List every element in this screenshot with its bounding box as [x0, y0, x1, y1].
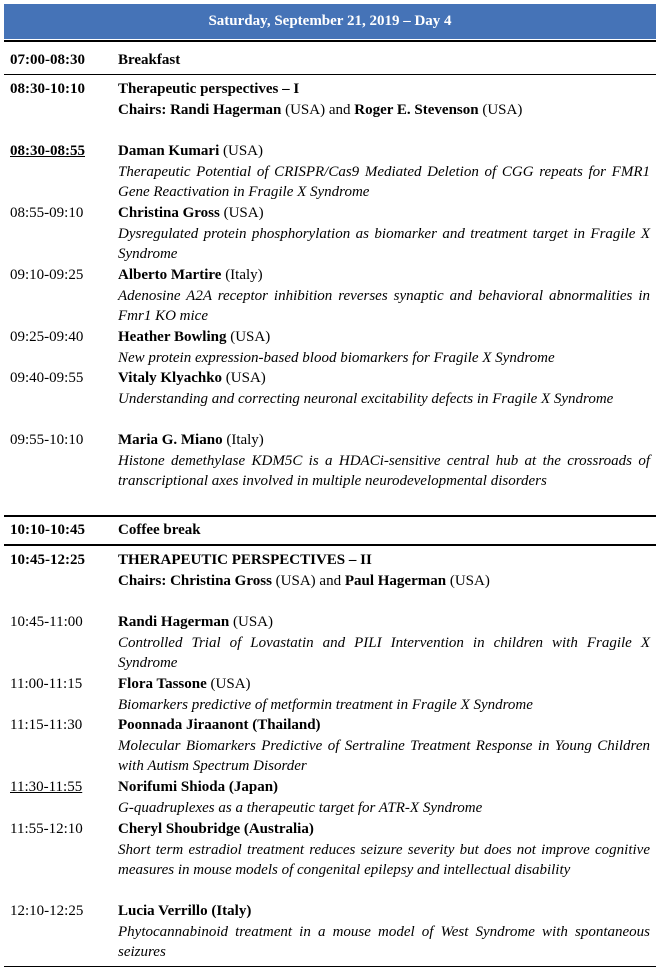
talk-speaker: Heather Bowling [118, 329, 227, 345]
talk-time: 10:45-11:00 [10, 614, 83, 630]
chair-name: Roger E. Stevenson [354, 101, 479, 118]
talk-time: 09:10-09:25 [10, 267, 84, 283]
talk-title: Phytocannabinoid treatment in a mouse model of West Syndrome with spontaneous seizures [118, 923, 650, 960]
chair-name: Christina Gross [170, 572, 272, 589]
breakfast-label: Breakfast [118, 52, 181, 68]
divider [4, 40, 656, 42]
talk-speaker: Maria G. Miano [118, 432, 223, 448]
talk-title: Molecular Biomarkers Predictive of Sertraline Treatment Response in Young Children with Autism Spectrum Disorder [118, 737, 650, 774]
talk-country: (Italy) [226, 432, 264, 448]
talk-country: (USA) [223, 143, 263, 159]
talk-speaker: Randi Hagerman [118, 614, 230, 630]
chairs-label: Chairs: [118, 101, 167, 118]
talk-country: (USA) [225, 370, 266, 386]
chairs-and: and [328, 101, 351, 118]
talk-time: 08:30-08:55 [10, 143, 85, 159]
talk-title: Short term estradiol treatment reduces seizure severity but does not improve cognitive measures in mouse models of congenital epilepsy and intellectual disability [118, 841, 650, 878]
talk-speaker: Norifumi Shioda (Japan) [118, 779, 279, 795]
talk-speaker: Alberto Martire [118, 267, 222, 283]
talk-title: Therapeutic Potential of CRISPR/Cas9 Mediated Deletion of CGG repeats for FMR1 Gene Reactivation in Fragile X Syndrome [118, 163, 650, 200]
talk-title: Understanding and correcting neuronal excitability defects in Fragile X Syndrome [118, 390, 614, 407]
chair-name: Paul Hagerman [344, 572, 447, 589]
talk-title: Adenosine A2A receptor inhibition reverses synaptic and behavioral abnormalities in Fmr1 KO mice [118, 287, 650, 324]
talk-speaker: Daman Kumari [118, 143, 220, 159]
talk-title: Biomarkers predictive of metformin treatment in Fragile X Syndrome [118, 696, 533, 713]
talk-speaker: Flora Tassone [118, 676, 207, 692]
chair-name: Randi Hagerman [170, 101, 282, 118]
chair-country: (USA) [449, 572, 490, 589]
day-header [4, 4, 656, 39]
talk-time: 12:10-12:25 [10, 903, 84, 919]
session2-title: THERAPEUTIC PERSPECTIVES – II [118, 552, 372, 568]
divider [4, 515, 656, 517]
breakfast-time: 07:00-08:30 [10, 52, 85, 68]
talk-time: 09:40-09:55 [10, 370, 84, 386]
talk-country: (USA) [233, 614, 274, 630]
talk-title: G-quadruplexes as a therapeutic target for ATR-X Syndrome [118, 799, 483, 816]
chairs-and: and [319, 572, 342, 589]
coffee-label: Coffee break [118, 522, 201, 538]
talk-country: (Italy) [225, 267, 263, 283]
talk-speaker: Vitaly Klyachko [118, 370, 223, 386]
talk-time: 09:55-10:10 [10, 432, 84, 448]
session1-title: Therapeutic perspectives – I [118, 81, 300, 97]
talk-country: (USA) [210, 676, 251, 692]
chair-country: (USA) [285, 101, 326, 118]
talk-title: New protein expression-based blood biomarkers for Fragile X Syndrome [118, 349, 555, 366]
talk-country: (USA) [223, 205, 264, 221]
talk-time: 11:55-12:10 [10, 821, 83, 837]
chair-country: (USA) [482, 101, 523, 118]
session1-time: 08:30-10:10 [10, 81, 85, 97]
chair-country: (USA) [275, 572, 316, 589]
talk-title: Dysregulated protein phosphorylation as biomarker and treatment target in Fragile X Syndrome [118, 225, 650, 262]
session2-time: 10:45-12:25 [10, 552, 85, 568]
divider [4, 966, 656, 967]
talk-speaker: Christina Gross [118, 205, 220, 221]
talk-time: 08:55-09:10 [10, 205, 84, 221]
chairs-label: Chairs: [118, 572, 167, 589]
talk-time: 09:25-09:40 [10, 329, 84, 345]
talk-speaker: Lucia Verrillo (Italy) [118, 903, 252, 919]
talk-time: 11:00-11:15 [10, 676, 83, 692]
talk-title: Histone demethylase KDM5C is a HDACi-sensitive central hub at the crossroads of transcriptional axes involved in multiple neurodevelopmental disorders [118, 452, 650, 489]
session1-chairs [118, 100, 650, 121]
day-title: Saturday, September 21, 2019 – Day 4 [208, 13, 452, 29]
divider [4, 74, 656, 75]
talk-title: Controlled Trial of Lovastatin and PILI Intervention in children with Fragile X Syndrome [118, 634, 650, 671]
talk-country: (USA) [230, 329, 271, 345]
talk-speaker: Poonnada Jiraanont (Thailand) [118, 717, 321, 733]
talk-speaker: Cheryl Shoubridge (Australia) [118, 821, 314, 837]
talk-time: 11:15-11:30 [10, 717, 83, 733]
divider [4, 544, 656, 546]
session2-chairs [118, 571, 650, 592]
coffee-time: 10:10-10:45 [10, 522, 85, 538]
talk-time: 11:30-11:55 [10, 779, 83, 795]
